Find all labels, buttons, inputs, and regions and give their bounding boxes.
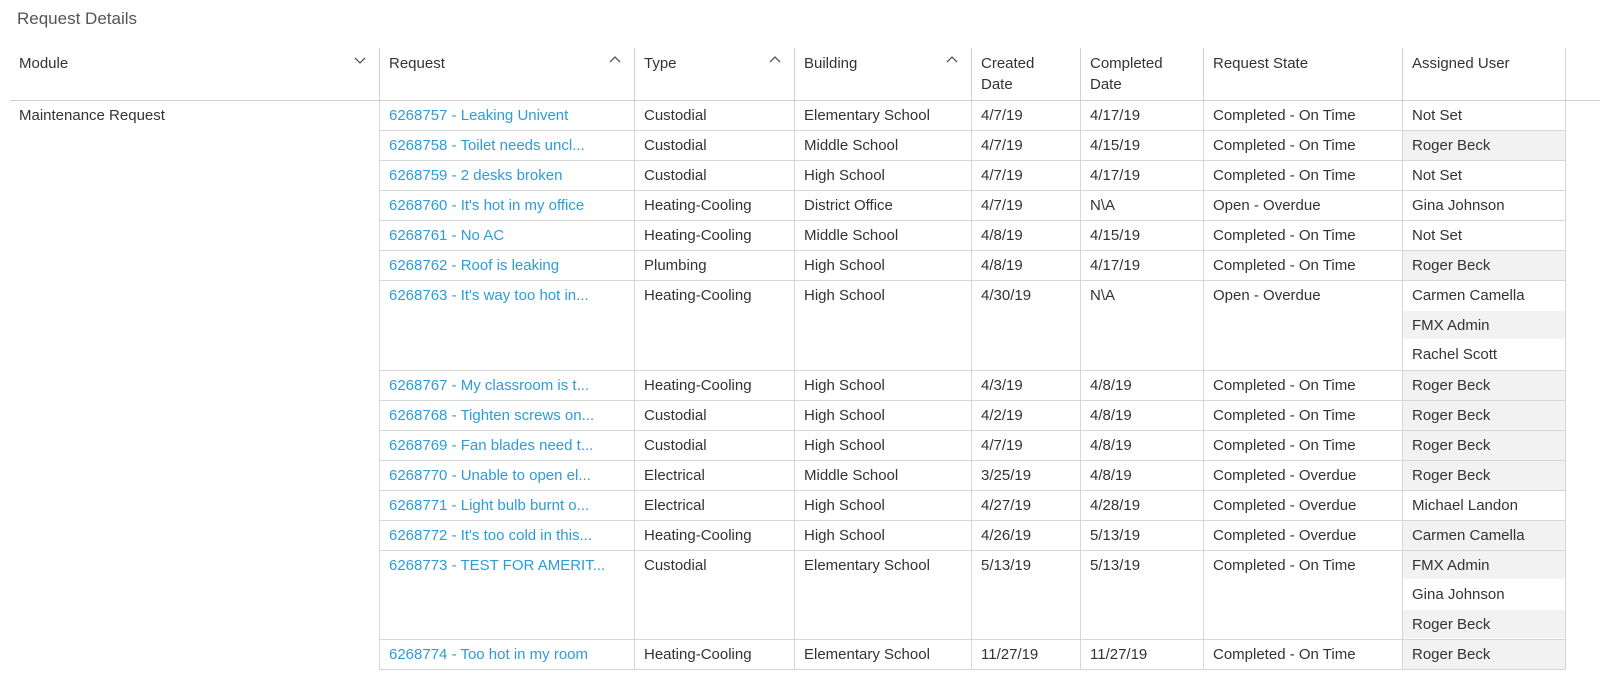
chevron-up-icon[interactable] bbox=[608, 53, 622, 67]
completed-date-cell: 4/15/19 bbox=[1080, 131, 1203, 161]
completed-date-cell: 11/27/19 bbox=[1080, 640, 1203, 670]
column-header-created-date[interactable] bbox=[971, 48, 1080, 100]
completed-date-cell: 4/17/19 bbox=[1080, 101, 1203, 131]
type-cell: Custodial bbox=[634, 101, 794, 131]
building-cell: High School bbox=[794, 431, 971, 461]
created-date-cell: 4/7/19 bbox=[971, 131, 1080, 161]
request-state-cell: Completed - On Time bbox=[1203, 221, 1402, 251]
type-cell: Heating-Cooling bbox=[634, 221, 794, 251]
building-cell: Middle School bbox=[794, 221, 971, 251]
type-cell: Custodial bbox=[634, 431, 794, 461]
table-row bbox=[10, 161, 1600, 191]
request-state-cell: Completed - On Time bbox=[1203, 551, 1402, 641]
type-cell: Heating-Cooling bbox=[634, 640, 794, 670]
assigned-user: Roger Beck bbox=[1403, 371, 1565, 400]
request-link[interactable]: 6268772 - It's too cold in this... bbox=[379, 521, 634, 551]
created-date-cell: 4/2/19 bbox=[971, 401, 1080, 431]
assigned-user: Roger Beck bbox=[1403, 640, 1565, 669]
row-right-edge bbox=[1565, 191, 1566, 221]
type-cell: Custodial bbox=[634, 131, 794, 161]
created-date-cell: 5/13/19 bbox=[971, 551, 1080, 641]
request-state-cell: Completed - Overdue bbox=[1203, 491, 1402, 521]
building-cell: Middle School bbox=[794, 461, 971, 491]
request-state-cell: Completed - On Time bbox=[1203, 131, 1402, 161]
assigned-user-cell bbox=[1402, 551, 1565, 641]
assigned-user-cell bbox=[1402, 161, 1565, 191]
request-link[interactable]: 6268768 - Tighten screws on... bbox=[379, 401, 634, 431]
building-cell: Middle School bbox=[794, 131, 971, 161]
assigned-user: Not Set bbox=[1412, 107, 1463, 124]
table-row bbox=[10, 431, 1600, 461]
request-state-cell: Completed - Overdue bbox=[1203, 521, 1402, 551]
row-right-edge bbox=[1565, 521, 1566, 551]
completed-date-cell: 4/17/19 bbox=[1080, 251, 1203, 281]
building-cell: High School bbox=[794, 281, 971, 371]
column-header-request[interactable] bbox=[379, 48, 634, 100]
building-cell: High School bbox=[794, 491, 971, 521]
row-right-edge bbox=[1565, 371, 1566, 401]
chevron-down-icon[interactable] bbox=[353, 53, 367, 67]
table-row bbox=[10, 461, 1600, 491]
assigned-user: Carmen Camella bbox=[1412, 287, 1525, 304]
created-date-cell: 4/26/19 bbox=[971, 521, 1080, 551]
created-date-cell: 4/7/19 bbox=[971, 161, 1080, 191]
request-link[interactable]: 6268759 - 2 desks broken bbox=[379, 161, 634, 191]
assigned-user: Carmen Camella bbox=[1403, 521, 1565, 550]
created-date-cell: 4/3/19 bbox=[971, 371, 1080, 401]
table-row bbox=[10, 640, 1600, 670]
created-date-cell: 4/7/19 bbox=[971, 431, 1080, 461]
completed-date-cell: N\A bbox=[1080, 281, 1203, 371]
type-cell: Heating-Cooling bbox=[634, 191, 794, 221]
created-date-cell: 4/7/19 bbox=[971, 191, 1080, 221]
type-cell: Plumbing bbox=[634, 251, 794, 281]
table-row bbox=[10, 221, 1600, 251]
building-cell: High School bbox=[794, 251, 971, 281]
request-state-cell: Completed - Overdue bbox=[1203, 461, 1402, 491]
assigned-user: Michael Landon bbox=[1412, 496, 1518, 514]
column-header-module[interactable] bbox=[10, 48, 379, 100]
table-row bbox=[10, 491, 1600, 521]
assigned-user: Roger Beck bbox=[1403, 251, 1565, 280]
row-right-edge bbox=[1565, 551, 1566, 641]
created-date-cell: 4/7/19 bbox=[971, 101, 1080, 131]
assigned-user: Not Set bbox=[1412, 167, 1463, 184]
table-row bbox=[10, 131, 1600, 161]
assigned-user: Gina Johnson bbox=[1412, 197, 1505, 214]
created-date-cell: 11/27/19 bbox=[971, 640, 1080, 670]
column-header-type[interactable] bbox=[634, 48, 794, 100]
assigned-user: FMX Admin bbox=[1403, 311, 1565, 340]
request-link[interactable]: 6268773 - TEST FOR AMERIT... bbox=[379, 551, 634, 641]
assigned-user-cell bbox=[1402, 521, 1565, 551]
created-date-cell: 3/25/19 bbox=[971, 461, 1080, 491]
assigned-user-cell bbox=[1402, 640, 1565, 670]
assigned-user: Rachel Scott bbox=[1412, 346, 1498, 363]
column-header-label: Assigned User bbox=[1412, 55, 1510, 72]
request-state-cell: Open - Overdue bbox=[1203, 281, 1402, 371]
request-state-cell: Completed - On Time bbox=[1203, 161, 1402, 191]
assigned-user: Roger Beck bbox=[1403, 131, 1565, 160]
type-cell: Heating-Cooling bbox=[634, 371, 794, 401]
assigned-user-cell bbox=[1402, 191, 1565, 221]
assigned-user-cell bbox=[1402, 281, 1565, 371]
row-right-edge bbox=[1565, 640, 1566, 670]
completed-date-cell: 4/17/19 bbox=[1080, 161, 1203, 191]
completed-date-cell: 4/8/19 bbox=[1080, 401, 1203, 431]
column-header-label: Type bbox=[644, 55, 677, 72]
grid-header bbox=[10, 48, 1600, 101]
building-cell: High School bbox=[794, 371, 971, 401]
table-row bbox=[10, 521, 1600, 551]
chevron-up-icon[interactable] bbox=[945, 53, 959, 67]
row-right-edge bbox=[1565, 101, 1566, 131]
row-right-edge bbox=[1565, 131, 1566, 161]
request-state-cell: Completed - On Time bbox=[1203, 101, 1402, 131]
assigned-user: Gina Johnson bbox=[1412, 586, 1505, 603]
assigned-user-cell bbox=[1402, 221, 1565, 251]
request-link[interactable]: 6268757 - Leaking Univent bbox=[379, 101, 634, 131]
assigned-user: Not Set bbox=[1412, 227, 1463, 244]
column-header-label: Request State bbox=[1213, 55, 1309, 72]
building-cell: High School bbox=[794, 161, 971, 191]
request-link[interactable]: 6268771 - Light bulb burnt o... bbox=[379, 491, 634, 521]
request-state-cell: Completed - On Time bbox=[1203, 431, 1402, 461]
type-cell: Heating-Cooling bbox=[634, 521, 794, 551]
request-link[interactable]: 6268767 - My classroom is t... bbox=[379, 371, 634, 401]
assigned-user: FMX Admin bbox=[1403, 551, 1565, 580]
created-date-cell: 4/27/19 bbox=[971, 491, 1080, 521]
column-header-label: Created Date bbox=[981, 55, 1035, 93]
assigned-user: Roger Beck bbox=[1403, 610, 1565, 639]
completed-date-cell: 4/8/19 bbox=[1080, 431, 1203, 461]
request-link[interactable]: 6268762 - Roof is leaking bbox=[379, 251, 634, 281]
column-header-request-state[interactable] bbox=[1203, 48, 1402, 100]
assigned-user-cell bbox=[1402, 101, 1565, 131]
request-link[interactable]: 6268774 - Too hot in my room bbox=[379, 640, 634, 670]
table-row bbox=[10, 281, 1600, 371]
building-cell: Elementary School bbox=[794, 640, 971, 670]
assigned-user-cell bbox=[1402, 131, 1565, 161]
type-cell: Custodial bbox=[634, 401, 794, 431]
building-cell: High School bbox=[794, 401, 971, 431]
building-cell: High School bbox=[794, 521, 971, 551]
type-cell: Heating-Cooling bbox=[634, 281, 794, 371]
column-header-label: Request bbox=[389, 55, 445, 72]
row-right-edge bbox=[1565, 461, 1566, 491]
table-row bbox=[10, 251, 1600, 281]
request-state-cell: Completed - On Time bbox=[1203, 251, 1402, 281]
chevron-up-icon[interactable] bbox=[768, 53, 782, 67]
table-row bbox=[10, 101, 1600, 131]
completed-date-cell: 4/8/19 bbox=[1080, 461, 1203, 491]
column-header-label: Module bbox=[19, 55, 69, 72]
completed-date-cell: N\A bbox=[1080, 191, 1203, 221]
building-cell: Elementary School bbox=[794, 101, 971, 131]
table-row bbox=[10, 551, 1600, 641]
header-right-edge bbox=[1565, 48, 1566, 100]
row-right-edge bbox=[1565, 491, 1566, 521]
request-link[interactable]: 6268769 - Fan blades need t... bbox=[379, 431, 634, 461]
completed-date-cell: 4/28/19 bbox=[1080, 491, 1203, 521]
request-link[interactable]: 6268758 - Toilet needs uncl... bbox=[379, 131, 634, 161]
type-cell: Custodial bbox=[634, 551, 794, 641]
request-details-grid bbox=[10, 48, 1600, 663]
row-right-edge bbox=[1565, 251, 1566, 281]
request-link[interactable]: 6268763 - It's way too hot in... bbox=[379, 281, 634, 371]
type-cell: Electrical bbox=[634, 491, 794, 521]
type-cell: Custodial bbox=[634, 161, 794, 191]
column-header-completed-date[interactable] bbox=[1080, 48, 1203, 100]
row-right-edge bbox=[1565, 221, 1566, 251]
assigned-user-cell bbox=[1402, 491, 1565, 521]
assigned-user: Roger Beck bbox=[1403, 461, 1565, 490]
request-link[interactable]: 6268761 - No AC bbox=[379, 221, 634, 251]
completed-date-cell: 5/13/19 bbox=[1080, 551, 1203, 641]
assigned-user-cell bbox=[1402, 431, 1565, 461]
column-header-assigned-user[interactable] bbox=[1402, 48, 1565, 100]
request-link[interactable]: 6268770 - Unable to open el... bbox=[379, 461, 634, 491]
assigned-user-cell bbox=[1402, 251, 1565, 281]
row-right-edge bbox=[1565, 281, 1566, 371]
completed-date-cell: 4/8/19 bbox=[1080, 371, 1203, 401]
completed-date-cell: 5/13/19 bbox=[1080, 521, 1203, 551]
building-cell: District Office bbox=[794, 191, 971, 221]
assigned-user: Roger Beck bbox=[1403, 431, 1565, 460]
assigned-user-cell bbox=[1402, 461, 1565, 491]
completed-date-cell: 4/15/19 bbox=[1080, 221, 1203, 251]
created-date-cell: 4/30/19 bbox=[971, 281, 1080, 371]
column-header-building[interactable] bbox=[794, 48, 971, 100]
created-date-cell: 4/8/19 bbox=[971, 221, 1080, 251]
column-header-label: Building bbox=[804, 55, 858, 72]
assigned-user-cell bbox=[1402, 401, 1565, 431]
page-title: Request Details bbox=[17, 9, 138, 28]
type-cell: Electrical bbox=[634, 461, 794, 491]
row-right-edge bbox=[1565, 401, 1566, 431]
module-cell: Maintenance Request bbox=[19, 107, 165, 124]
column-header-label: Completed Date bbox=[1090, 55, 1163, 93]
request-state-cell: Completed - On Time bbox=[1203, 371, 1402, 401]
row-right-edge bbox=[1565, 161, 1566, 191]
table-row bbox=[10, 191, 1600, 221]
table-row bbox=[10, 401, 1600, 431]
building-cell: Elementary School bbox=[794, 551, 971, 641]
assigned-user-cell bbox=[1402, 371, 1565, 401]
table-row bbox=[10, 371, 1600, 401]
created-date-cell: 4/8/19 bbox=[971, 251, 1080, 281]
request-state-cell: Completed - On Time bbox=[1203, 401, 1402, 431]
assigned-user: Roger Beck bbox=[1403, 401, 1565, 430]
row-right-edge bbox=[1565, 431, 1566, 461]
request-state-cell: Open - Overdue bbox=[1203, 191, 1402, 221]
request-link[interactable]: 6268760 - It's hot in my office bbox=[379, 191, 634, 221]
request-state-cell: Completed - On Time bbox=[1203, 640, 1402, 670]
